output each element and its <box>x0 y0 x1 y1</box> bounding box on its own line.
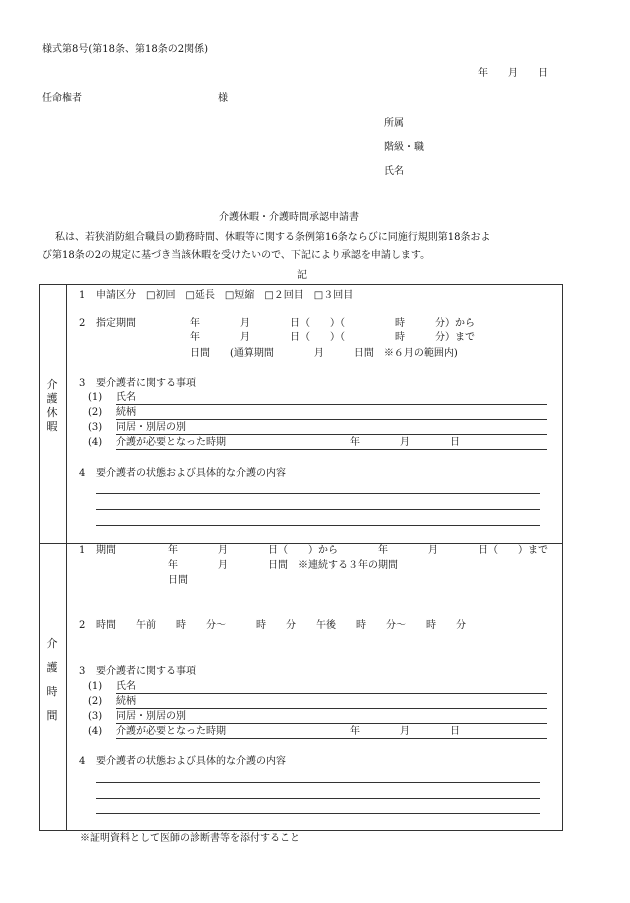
leave-care-content-line-3[interactable] <box>96 525 540 526</box>
leave-cohabitation-field[interactable] <box>116 434 547 435</box>
care-time-s4-title: 要介護者の状態および具体的な介護の内容 <box>96 756 286 767</box>
leave-care-start-date: 年 月 日 <box>350 437 460 448</box>
document-title: 介護休暇・介護時間承認申請書 <box>219 212 359 223</box>
care-time-section-label: 介 護 時 間 <box>46 637 58 722</box>
care-time-period-line2: 年 月 日間 ※連続する３年の期間 <box>168 560 398 571</box>
care-time-s2-number: 2 <box>79 620 86 631</box>
leave-s2-number: 2 <box>79 318 86 329</box>
care-time-item-number: (1) <box>88 681 103 692</box>
leave-cared-name-label: 氏名 <box>116 392 136 403</box>
leave-care-start-label: 介護が必要となった時期 <box>116 437 226 448</box>
care-time-period-label: 期間 <box>96 545 116 556</box>
rank-label: 階級・職 <box>384 142 424 153</box>
care-time-care-start-label: 介護が必要となった時期 <box>116 726 226 737</box>
care-time-care-start-date: 年 月 日 <box>350 726 460 737</box>
care-time-content-line-2[interactable] <box>96 798 540 799</box>
leave-s4-title: 要介護者の状態および具体的な介護の内容 <box>96 468 286 479</box>
leave-care-content-line-2[interactable] <box>96 509 540 510</box>
care-time-item-number: (2) <box>88 696 103 707</box>
leave-section-label: 介 護 休 暇 <box>46 378 58 433</box>
care-time-period-line3: 日間 <box>168 575 188 586</box>
leave-care-start-field[interactable] <box>116 449 547 450</box>
leave-period-from: 年 月 日（ ）（ 時 分）から <box>190 318 475 329</box>
care-time-s3-number: 3 <box>79 666 86 677</box>
care-time-item-number: (3) <box>88 711 103 722</box>
care-time-content-line-3[interactable] <box>96 813 540 814</box>
name-label: 氏名 <box>384 166 404 177</box>
footnote: ※証明資料として医師の診断書等を添付すること <box>80 833 300 844</box>
care-time-care-start-field[interactable] <box>116 738 547 739</box>
section-divider <box>39 543 563 544</box>
leave-item-number: (4) <box>88 437 103 448</box>
leave-item-number: (3) <box>88 422 103 433</box>
leave-item-number: (2) <box>88 407 103 418</box>
ki-mark: 記 <box>297 270 307 281</box>
leave-cohabitation-label: 同居・別居の別 <box>116 422 186 433</box>
leave-s3-number: 3 <box>79 378 86 389</box>
care-time-hours: 時間 午前 時 分～ 時 分 午後 時 分～ 時 分 <box>96 620 466 631</box>
leave-period-to: 年 月 日（ ）（ 時 分）まで <box>190 332 475 343</box>
leave-s1-number: 1 <box>79 290 86 301</box>
leave-application-type[interactable]: 申請区分 □初回 □延長 □短縮 □２回目 □３回目 <box>96 290 354 301</box>
leave-period-days: 日間 (通算期間 月 日間 ※６月の範囲内) <box>190 348 458 359</box>
leave-s4-number: 4 <box>79 468 86 479</box>
leave-period-label: 指定期間 <box>96 318 136 329</box>
leave-s3-title: 要介護者に関する事項 <box>96 378 196 389</box>
intro-text-line1: 私は、若狭消防組合職員の勤務時間、休暇等に関する条例第16条ならびに同施行規則第18条およ <box>55 232 491 243</box>
care-time-relation-label: 続柄 <box>116 696 136 707</box>
care-time-period-line1: 年 月 日（ ）から 年 月 日（ ）まで <box>168 545 548 556</box>
care-time-s4-number: 4 <box>79 756 86 767</box>
care-time-s3-title: 要介護者に関する事項 <box>96 666 196 677</box>
intro-text-line2: び第18条の2の規定に基づき当該休暇を受けたいので、下記により承認を申請します。 <box>42 250 431 261</box>
date-line: 年 月 日 <box>478 68 548 79</box>
care-time-cohabitation-field[interactable] <box>116 723 547 724</box>
leave-care-content-line-1[interactable] <box>96 493 540 494</box>
care-time-cohabitation-label: 同居・別居の別 <box>116 711 186 722</box>
care-time-cared-name-label: 氏名 <box>116 681 136 692</box>
leave-relation-field[interactable] <box>116 419 547 420</box>
affiliation-label: 所属 <box>384 118 404 129</box>
care-time-item-number: (4) <box>88 726 103 737</box>
care-time-content-line-1[interactable] <box>96 782 540 783</box>
care-time-relation-field[interactable] <box>116 708 547 709</box>
addressee-label: 任命権者 <box>42 93 82 104</box>
care-time-cared-name-field[interactable] <box>116 693 547 694</box>
form-number: 様式第8号(第18条、第18条の2関係) <box>42 44 208 55</box>
addressee-suffix: 様 <box>218 93 228 104</box>
label-column-divider <box>66 284 67 831</box>
leave-cared-name-field[interactable] <box>116 404 547 405</box>
form-table <box>39 284 563 831</box>
care-time-s1-number: 1 <box>79 545 86 556</box>
leave-relation-label: 続柄 <box>116 407 136 418</box>
leave-item-number: (1) <box>88 392 103 403</box>
